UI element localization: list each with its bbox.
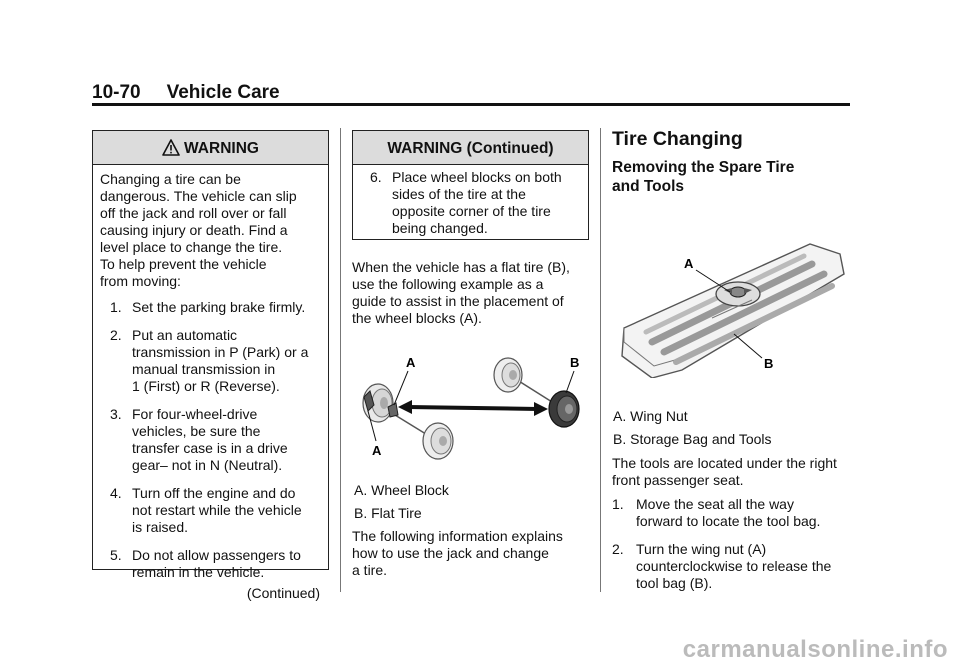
rear-tire	[494, 358, 522, 392]
list-item: 1. Move the seat all the way forward to locate the tool bag.	[612, 496, 821, 529]
jack-info-paragraph: The following information explains how to use the jack and change a tire.	[352, 528, 563, 578]
header-rule	[92, 103, 850, 106]
warning-triangle-icon	[162, 139, 180, 156]
label-b: B	[764, 356, 774, 371]
label-a-top: A	[406, 355, 416, 370]
column-divider-2	[600, 128, 601, 592]
page-header	[92, 82, 280, 104]
section-title: Vehicle Care	[166, 82, 280, 103]
wing-nut-icon	[716, 282, 760, 306]
list-item: 2. Turn the wing nut (A) counterclockwise to release the tool bag (B).	[612, 541, 832, 591]
list-item: 1. Set the parking brake firmly.	[110, 299, 306, 315]
list-item: 2. Put an automatic transmission in P (Park) or a manual transmission in 1 (First) or R (Reverse).	[110, 327, 309, 394]
tool-steps	[612, 496, 852, 603]
column-divider-1	[340, 128, 341, 592]
warning-list	[100, 299, 320, 581]
flat-tire	[549, 391, 579, 427]
list-item: 3. For four-wheel-drive vehicles, be sure the transfer case is in a drive gear– not in N (Neutral).	[110, 406, 288, 473]
tools-location-paragraph: The tools are located under the right front passenger seat.	[612, 455, 837, 488]
subsection-heading: Removing the Spare Tire and Tools	[612, 159, 795, 195]
label-b: B	[570, 355, 580, 370]
legend-item: B. Flat Tire	[354, 505, 422, 521]
warning-continued-list	[360, 169, 580, 237]
wheel-block-diagram	[352, 345, 588, 465]
warning-continued-title: WARNING (Continued)	[353, 131, 588, 165]
legend-item: A. Wheel Block	[354, 482, 449, 498]
continued-note: (Continued)	[246, 585, 320, 601]
label-a: A	[684, 256, 694, 271]
page-number: 10-70	[92, 82, 141, 103]
spare-tire-tools-diagram	[612, 238, 852, 378]
label-a-bottom: A	[372, 443, 382, 458]
legend-item: A. Wing Nut	[613, 408, 688, 424]
warning-intro: Changing a tire can be dangerous. The vehicle can slip off the jack and roll over or fall causing injury or death. Find a level place to change the tire. To help prevent the vehicle from moving:	[100, 171, 297, 289]
warning-title: WARNING	[93, 131, 328, 165]
section-heading: Tire Changing	[612, 128, 743, 150]
warning-continued-box	[352, 130, 589, 240]
diagonal-arrow-icon	[398, 400, 548, 416]
front-tire	[423, 423, 453, 459]
list-item: 4. Turn off the engine and do not restart while the vehicle is raised.	[110, 485, 302, 535]
legend-item: B. Storage Bag and Tools	[613, 431, 772, 447]
warning-box	[92, 130, 329, 601]
list-item: 6. Place wheel blocks on both sides of the tire at the opposite corner of the tire being changed.	[370, 169, 562, 236]
wheel-block-paragraph: When the vehicle has a flat tire (B), use the following example as a guide to assist in the placement of the wheel blocks (A).	[352, 259, 570, 326]
list-item: 5. Do not allow passengers to remain in the vehicle.	[110, 547, 301, 580]
watermark: carmanualsonline.info	[682, 636, 948, 663]
